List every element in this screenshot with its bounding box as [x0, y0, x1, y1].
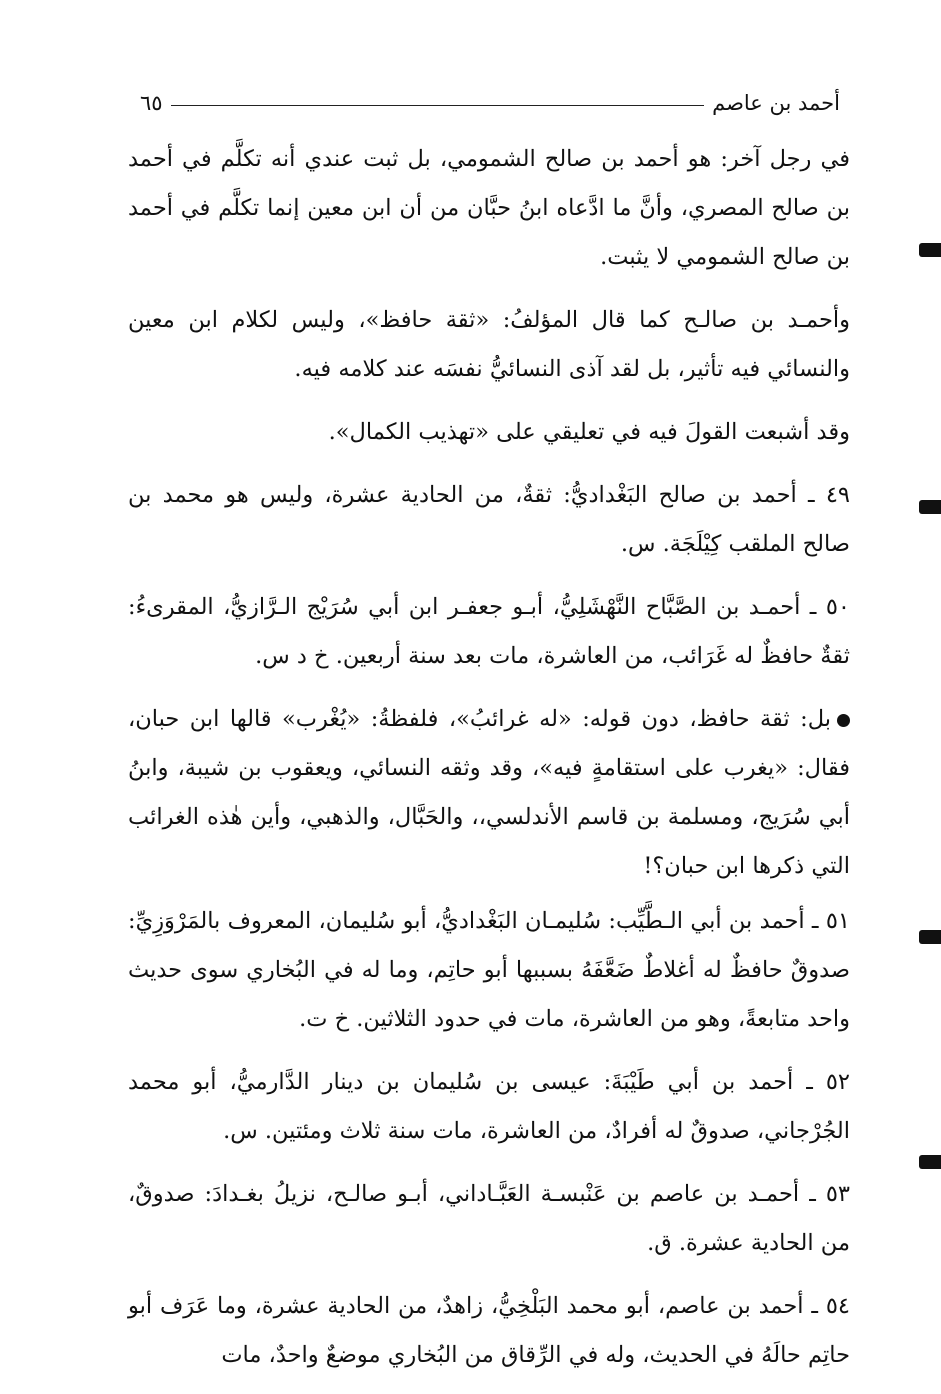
- entry-50-commentary: [128, 695, 850, 891]
- page-number: ٦٥: [140, 91, 163, 115]
- scan-edge-mark: [919, 930, 941, 944]
- scan-edge-mark: [919, 243, 941, 257]
- header-rule: [171, 105, 705, 106]
- paragraph-continuation: في رجل آخر: هو أحمد بن صالح الشمومي، بل ثبت عندي أنه تكلَّم في أحمد بن صالح المصري، وأنَّ ما ادَّعاه ابنُ حبَّان من أن ابن معين إنما تكلَّم في أحمد بن صالح الشمومي لا يثبت.: [128, 146, 850, 270]
- entry-54: ٥٤ ـ أحمد بن عاصم، أبو محمد البَلْخِيُّ، زاهدٌ، من الحادية عشرة، وما عَرَف أبو حاتِم حالَهُ في الحديث، وله في الرِّقاق من البُخاري موضعٌ واحدٌ، مات: [128, 1293, 850, 1368]
- running-title: أحمد بن عاصم: [712, 91, 840, 115]
- scan-edge-mark: [919, 500, 941, 514]
- paragraph-comment: وأحمـد بن صالـح كما قال المؤلفُ: «ثقة حافظ»، وليس لكلام ابن معين والنسائي فيه تأثير، بل لقد آذى النسائيُّ نفسَه عند كلامه فيه.: [128, 307, 850, 382]
- paragraph-note: وقد أشبعت القولَ فيه في تعليقي على «تهذيب الكمال».: [328, 419, 850, 445]
- bullet-icon: [837, 714, 850, 727]
- entry-50-commentary-text: بل: ثقة حافظ، دون قوله: «له غرائبُ»، فلفظةُ: «يُغْرب» قالها ابن حبان، فقال: «يغرب على استقامةٍ فيه»، وقد وثقه النسائي، ويعقوب بن شيبة، وابنُ أبي سُرَيج، ومسلمة بن قاسم الأندلسي،، والحَبَّال، والذهبي، وأين هٰذه الغرائب التي ذكرها ابن حبان؟!: [128, 706, 850, 879]
- entry-50: ٥٠ ـ أحمـد بن الصَّبَّاح النَّهْشَلِيُّ، أبـو جعفـر ابن أبي سُرَيْج الـرَّازيُّ، المقرىءُ: ثقةٌ حافظٌ له غَرَائب، من العاشرة، مات بعد سنة أربعين. خ د س.: [128, 594, 850, 669]
- page-header: [140, 88, 840, 118]
- page-body: [128, 135, 850, 1394]
- entry-51: ٥١ ـ أحمد بن أبي الـطَّيِّب: سُليمـان البَغْداديُّ، أبو سُليمان، المعروف بالمَرْوَزِيِّ: صدوقٌ حافظٌ له أغلاطٌ ضَعَّفَهُ بسببها أبو حاتِم، وما له في البُخاري سوى حديث واحد متابعةً، وهو من العاشرة، مات في حدود الثلاثين. خ ت.: [128, 908, 850, 1032]
- scan-edge-mark: [919, 1155, 941, 1169]
- entry-52: ٥٢ ـ أحمد بن أبي طَيْبَةَ: عيسى بن سُليمان بن دينار الدَّارميُّ، أبو محمد الجُرْجاني، صدوقٌ له أفرادٌ، من العاشرة، مات سنة ثلاث ومئتين. س.: [128, 1069, 850, 1144]
- entry-49: ٤٩ ـ أحمد بن صالح البَغْداديُّ: ثقةٌ، من الحادية عشرة، وليس هو محمد بن صالح الملقب كِيْلَجَة. س.: [128, 482, 850, 557]
- entry-53: ٥٣ ـ أحمـد بن عاصم بن عَنْبسـة العَبَّـاداني، أبـو صالـح، نزيلُ بغـدادَ: صدوقٌ، من الحادية عشرة. ق.: [128, 1181, 850, 1256]
